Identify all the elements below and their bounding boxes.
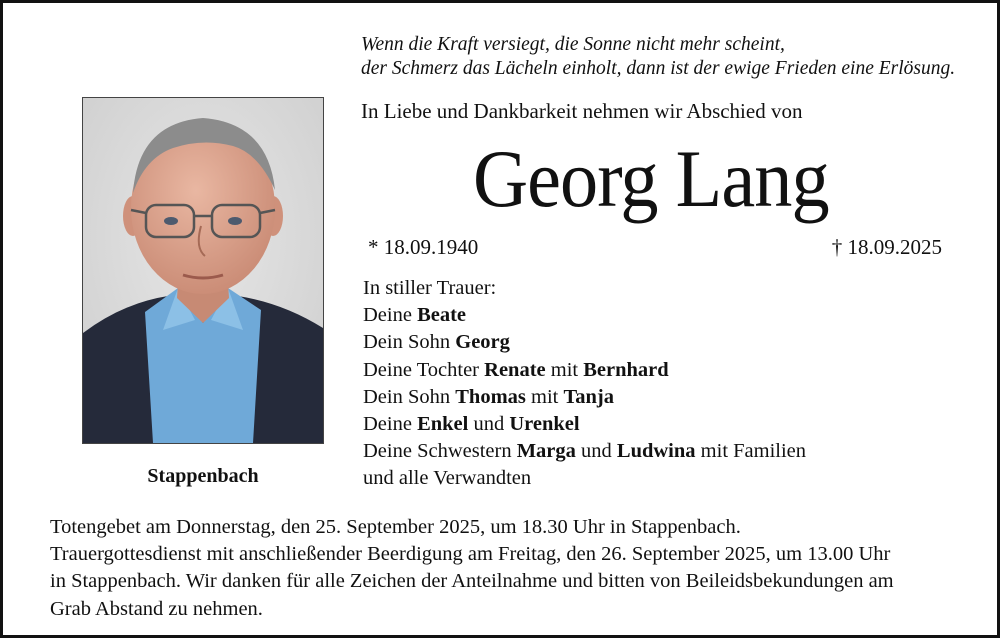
mourners-closing: und alle Verwandten <box>363 467 532 490</box>
mourners-list <box>363 275 806 493</box>
portrait-image <box>83 98 323 443</box>
birth-date: * 18.09.1940 <box>368 235 479 259</box>
mourner-line: Deine Tochter Renate mit Bernhard <box>363 358 669 381</box>
portrait-photo <box>82 97 324 444</box>
mourner-line: Deine Schwestern Marga und Ludwina mit Familien <box>363 440 807 463</box>
death-date: † 18.09.2025 <box>831 235 942 259</box>
mourners-heading: In stiller Trauer: <box>363 277 497 299</box>
mourner-line: Dein Sohn Georg <box>363 331 510 354</box>
footer-line-1: Totengebet am Donnerstag, den 25. September 2025, um 18.30 Uhr in Stappenbach. <box>50 516 741 538</box>
deceased-name: Georg Lang <box>473 133 829 224</box>
footer-line-2: Trauergottesdienst mit anschließender Beerdigung am Freitag, den 26. September 2025, um 13.00 Uhr <box>50 543 891 566</box>
mourner-line: Deine Beate <box>363 304 467 327</box>
intro-text: In Liebe und Dankbarkeit nehmen wir Abschied von <box>361 99 803 123</box>
footer-line-4: Grab Abstand zu nehmen. <box>50 597 263 620</box>
mourner-line: Dein Sohn Thomas mit Tanja <box>363 385 615 408</box>
hometown-label: Stappenbach <box>147 465 259 487</box>
service-details <box>50 514 980 623</box>
memorial-quote <box>361 33 981 81</box>
quote-line-2: der Schmerz das Lächeln einholt, dann ist der ewige Frieden eine Erlösung. <box>361 58 956 79</box>
footer-line-3: in Stappenbach. Wir danken für alle Zeichen der Anteilnahme und bitten von Beileidsbekundungen am <box>50 570 894 593</box>
quote-line-1: Wenn die Kraft versiegt, die Sonne nicht mehr scheint, <box>361 34 785 55</box>
mourner-line: Deine Enkel und Urenkel <box>363 413 580 436</box>
